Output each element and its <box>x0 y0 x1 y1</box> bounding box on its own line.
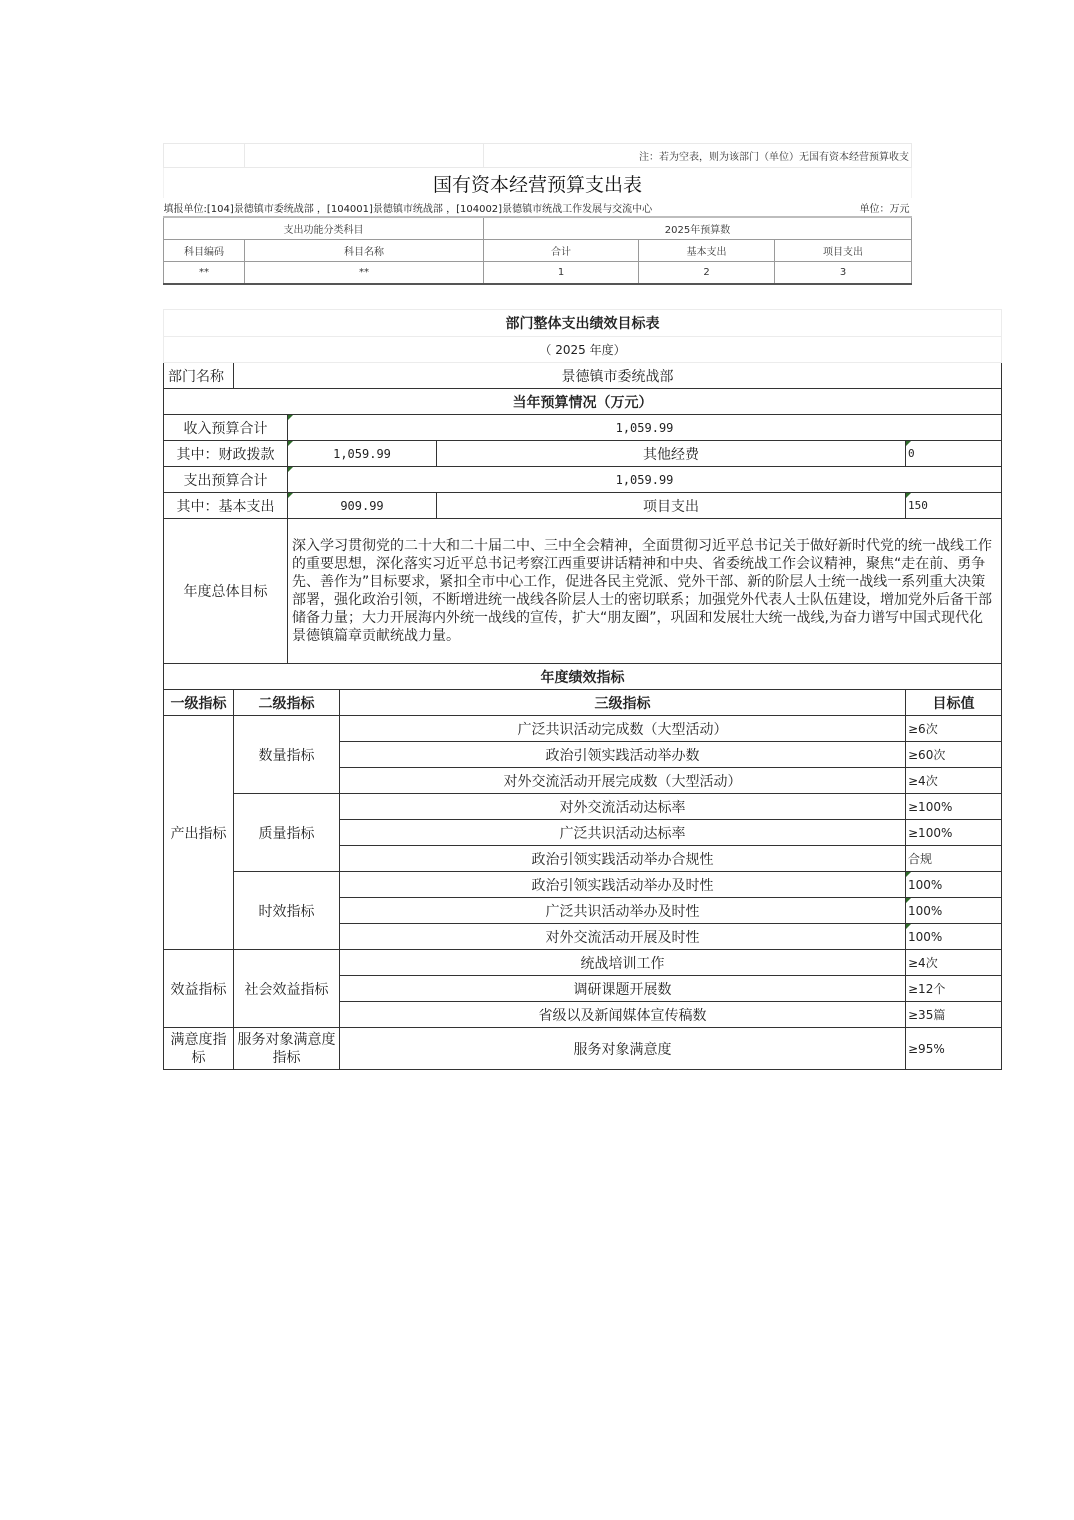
reporting-unit: 填报单位:[104]景德镇市委统战部 ，[104001]景德镇市统战部 ，[104002]景德镇市统战工作发展与交流中心 <box>164 198 775 217</box>
indicator-target-value: ≥6次 <box>906 716 1002 742</box>
indicator-level3: 政治引领实践活动举办及时性 <box>340 872 906 898</box>
indicator-target-value: ≥12个 <box>906 976 1002 1002</box>
indicator-target-value: 合规 <box>906 846 1002 872</box>
indicator-header-level1: 一级指标 <box>164 690 234 716</box>
indicator-target-value: 100% <box>906 872 1002 898</box>
indicator-target-value: ≥100% <box>906 820 1002 846</box>
capital-budget-table <box>163 143 912 285</box>
indicator-row <box>164 950 1002 976</box>
indicator-row <box>164 872 1002 898</box>
indicator-row <box>164 1028 1002 1070</box>
income-total-value: 1,059.99 <box>288 415 1002 441</box>
indicator-level3: 广泛共识活动达标率 <box>340 820 906 846</box>
indicator-level3: 政治引领实践活动举办合规性 <box>340 846 906 872</box>
other-funds-value: 0 <box>906 441 1002 467</box>
budget-section-header: 当年预算情况（万元） <box>164 389 1002 415</box>
annual-goal-label: 年度总体目标 <box>164 519 288 664</box>
indicator-target-value: ≥60次 <box>906 742 1002 768</box>
dept-name-label: 部门名称 <box>164 363 234 389</box>
indicator-level2: 数量指标 <box>234 716 340 794</box>
column-header: 项目支出 <box>775 240 912 262</box>
indicator-target-value: ≥4次 <box>906 768 1002 794</box>
indicator-level3: 对外交流活动达标率 <box>340 794 906 820</box>
indicator-level2: 社会效益指标 <box>234 950 340 1028</box>
table-cell: ** <box>245 262 484 285</box>
indicator-target-value: ≥4次 <box>906 950 1002 976</box>
table-cell: ** <box>164 262 245 285</box>
indicator-row <box>164 794 1002 820</box>
group-header-function: 支出功能分类科目 <box>164 217 484 240</box>
annual-goal-text: 深入学习贯彻党的二十大和二十届二中、三中全会精神，全面贯彻习近平总书记关于做好新时代党的统一战线工作的重要思想，深化落实习近平总书记考察江西重要讲话精神和中央、省委统战工作会议精神，聚焦“走在前、勇争先、善作为”目标要求，紧扣全市中心工作，促进各民主党派、党外干部、新的阶层人士统一战线一系列重大决策部署，强化政治引领，不断增进统一战线各阶层人士的密切联系；加强党外代表人士队伍建设，增加党外后备干部储备力量；大力开展海内外统一战线的宣传，扩大“朋友圈”，巩固和发展壮大统一战线,为奋力谱写中国式现代化景德镇篇章贡献统战力量。 <box>288 519 1002 664</box>
other-funds-label: 其他经费 <box>437 441 906 467</box>
performance-target-table <box>163 309 1002 1070</box>
indicator-target-value: 100% <box>906 924 1002 950</box>
project-expense-label: 项目支出 <box>437 493 906 519</box>
column-header: 合计 <box>484 240 639 262</box>
indicator-level1: 效益指标 <box>164 950 234 1028</box>
income-total-label: 收入预算合计 <box>164 415 288 441</box>
blank-cell <box>164 144 245 168</box>
column-header: 科目名称 <box>245 240 484 262</box>
fiscal-allocation-value: 1,059.99 <box>288 441 437 467</box>
table-cell: 2 <box>639 262 775 285</box>
indicator-level2: 服务对象满意度指标 <box>234 1028 340 1070</box>
project-expense-value: 150 <box>906 493 1002 519</box>
indicator-level3: 广泛共识活动完成数（大型活动） <box>340 716 906 742</box>
unit-label: 单位：万元 <box>775 198 912 217</box>
basic-expense-label: 其中：基本支出 <box>164 493 288 519</box>
expense-total-value: 1,059.99 <box>288 467 1002 493</box>
indicator-target-value: ≥35篇 <box>906 1002 1002 1028</box>
table-cell: 1 <box>484 262 639 285</box>
empty-table-note: 注：若为空表，则为该部门（单位）无国有资本经营预算收支 <box>484 144 912 168</box>
indicator-header-target: 目标值 <box>906 690 1002 716</box>
indicator-level3: 省级以及新闻媒体宣传稿数 <box>340 1002 906 1028</box>
table-cell: 3 <box>775 262 912 285</box>
group-header-budget: 2025年预算数 <box>484 217 912 240</box>
indicator-level3: 政治引领实践活动举办数 <box>340 742 906 768</box>
indicator-level1: 产出指标 <box>164 716 234 950</box>
indicator-level1: 满意度指标 <box>164 1028 234 1070</box>
fiscal-allocation-label: 其中：财政拨款 <box>164 441 288 467</box>
indicator-level3: 服务对象满意度 <box>340 1028 906 1070</box>
dept-name-value: 景德镇市委统战部 <box>234 363 1002 389</box>
expense-total-label: 支出预算合计 <box>164 467 288 493</box>
indicator-row <box>164 716 1002 742</box>
blank-cell <box>245 144 484 168</box>
indicator-target-value: ≥100% <box>906 794 1002 820</box>
indicator-level3: 对外交流活动开展及时性 <box>340 924 906 950</box>
basic-expense-value: 909.99 <box>288 493 437 519</box>
indicator-target-value: ≥95% <box>906 1028 1002 1070</box>
indicator-level2: 时效指标 <box>234 872 340 950</box>
indicator-level3: 调研课题开展数 <box>340 976 906 1002</box>
indicator-target-value: 100% <box>906 898 1002 924</box>
column-header: 基本支出 <box>639 240 775 262</box>
performance-title: 部门整体支出绩效目标表 <box>164 310 1002 337</box>
indicator-level3: 统战培训工作 <box>340 950 906 976</box>
indicator-level3: 广泛共识活动举办及时性 <box>340 898 906 924</box>
indicator-header-level3: 三级指标 <box>340 690 906 716</box>
capital-budget-title: 国有资本经营预算支出表 <box>164 168 912 199</box>
column-header: 科目编码 <box>164 240 245 262</box>
table-row <box>164 262 912 285</box>
indicator-section-header: 年度绩效指标 <box>164 664 1002 690</box>
performance-year: （ 2025 年度） <box>164 337 1002 363</box>
indicator-level3: 对外交流活动开展完成数（大型活动） <box>340 768 906 794</box>
indicator-header-level2: 二级指标 <box>234 690 340 716</box>
indicator-level2: 质量指标 <box>234 794 340 872</box>
